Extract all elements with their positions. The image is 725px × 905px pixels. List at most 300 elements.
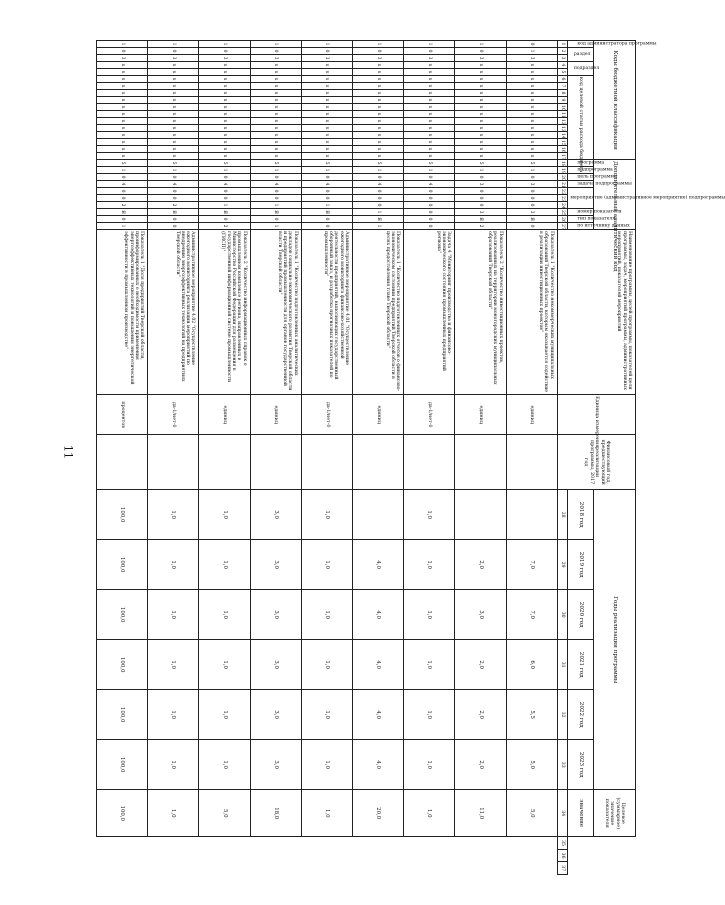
year-value-cell: 1,0 xyxy=(301,740,352,790)
fin-year-column-header: Финансовый год, предшествующий реализации программы, 2017 год xyxy=(557,435,635,490)
year-value-cell xyxy=(506,490,557,540)
budget-code-cell: х xyxy=(455,153,506,160)
year-value-cell: 1,0 xyxy=(404,540,455,590)
budget-code-cell: х xyxy=(250,76,301,83)
year-value-cell: 1,0 xyxy=(301,490,352,540)
year-value-cell: 4,0 xyxy=(352,740,403,790)
budget-code-cell: х xyxy=(250,69,301,76)
analytic-code-cell: 0 xyxy=(148,188,199,195)
analytic-code-cell: 1 xyxy=(250,202,301,209)
budget-code-cell: х xyxy=(199,132,250,139)
budget-code-cell: х xyxy=(455,69,506,76)
analytic-code-cell: 4 xyxy=(301,181,352,188)
budget-code-cell: 0 xyxy=(301,48,352,55)
budget-code-cell: х xyxy=(199,111,250,118)
budget-code-cell: х xyxy=(352,76,403,83)
program-header: программа xyxy=(567,160,593,167)
year-value-cell: 1,0 xyxy=(301,540,352,590)
analytic-code-cell: 4 xyxy=(404,181,455,188)
analytic-code-cell: 0 xyxy=(250,188,301,195)
budget-code-cell: 0 xyxy=(455,48,506,55)
year-value-cell: 100,0 xyxy=(97,590,148,640)
year-value-cell: 1,0 xyxy=(301,640,352,690)
indicator-name-cell: Показатель 1 "Количество подготовленных аналитических докладов социально-экономического развития Тверской области и предприятий промышленности для органов государственной власти Тверской области" xyxy=(250,230,301,395)
analytic-code-cell: Я xyxy=(506,216,557,223)
budget-code-cell: х xyxy=(455,139,506,146)
budget-code-cell: х xyxy=(404,104,455,111)
budget-code-cell: х xyxy=(455,90,506,97)
column-number: 24 xyxy=(557,202,567,209)
analytic-code-cell: 3 xyxy=(506,209,557,216)
analytic-code-cell: 0 xyxy=(148,223,199,230)
year-value-cell xyxy=(352,490,403,540)
rotated-page xyxy=(96,40,725,875)
budget-code-cell: 1 xyxy=(148,41,199,48)
program-goal-header: цель программы xyxy=(567,174,593,181)
year-value-cell: 1,0 xyxy=(404,640,455,690)
budget-code-cell: 3 xyxy=(404,55,455,62)
budget-code-cell: х xyxy=(148,111,199,118)
analytic-code-cell: 0 xyxy=(404,195,455,202)
codes-group-header: Коды бюджетной классификации xyxy=(593,41,635,160)
page-number: 11 xyxy=(61,445,75,459)
year-header-2019: 2019 год xyxy=(567,540,593,590)
table-row xyxy=(352,41,403,875)
column-number: 7 xyxy=(557,83,567,90)
program-indicators-table xyxy=(96,40,725,875)
header-row-groups xyxy=(593,41,635,875)
unit-cell: да-1/нет-0 xyxy=(148,395,199,435)
fin-year-cell xyxy=(199,435,250,490)
year-value-cell: 2,0 xyxy=(455,690,506,740)
column-number: 25 xyxy=(557,209,567,216)
analytic-code-cell: 0 xyxy=(301,174,352,181)
budget-code-cell: х xyxy=(97,90,148,97)
analytic-code-cell: Я xyxy=(301,209,352,216)
budget-code-cell: х xyxy=(404,90,455,97)
budget-code-cell: 1 xyxy=(352,41,403,48)
year-value-cell: 3,0 xyxy=(250,640,301,690)
section-header: раздел xyxy=(567,48,593,62)
column-number: 1 xyxy=(557,41,567,48)
budget-code-cell: х xyxy=(199,90,250,97)
analytic-code-cell: 3 xyxy=(455,209,506,216)
column-number: 30 xyxy=(557,590,567,640)
subprogram-header: подпрограмма xyxy=(567,167,593,174)
year-header-2021: 2021 год xyxy=(567,640,593,690)
analytic-code-cell: 0 xyxy=(506,174,557,181)
fin-year-cell xyxy=(352,435,403,490)
budget-code-cell: х xyxy=(250,104,301,111)
budget-code-cell: 1 xyxy=(250,41,301,48)
analytic-code-cell: 1 xyxy=(250,167,301,174)
year-value-cell: 7,0 xyxy=(506,590,557,640)
analytic-code-cell: 0 xyxy=(455,188,506,195)
analytic-code-cell: 5 xyxy=(199,160,250,167)
column-number: 15 xyxy=(557,139,567,146)
column-number: 19 xyxy=(557,167,567,174)
budget-code-cell: х xyxy=(506,153,557,160)
year-value-cell: 1,0 xyxy=(404,740,455,790)
budget-code-cell: х xyxy=(301,76,352,83)
budget-code-cell: х xyxy=(455,132,506,139)
analytic-code-cell: 0 xyxy=(455,174,506,181)
analytic-code-cell: 4 xyxy=(352,181,403,188)
budget-code-cell: х xyxy=(199,62,250,69)
budget-code-cell: х xyxy=(148,146,199,153)
budget-code-cell: х xyxy=(148,90,199,97)
unit-cell: процентов xyxy=(97,395,148,435)
year-value-cell: 1,0 xyxy=(404,690,455,740)
column-number: 18 xyxy=(557,160,567,167)
budget-code-cell: х xyxy=(301,69,352,76)
budget-code-cell: 3 xyxy=(506,55,557,62)
analytic-code-cell: 4 xyxy=(199,181,250,188)
analytic-code-cell: 4 xyxy=(250,181,301,188)
analytic-code-cell: Я xyxy=(148,209,199,216)
budget-code-cell: 3 xyxy=(352,55,403,62)
budget-code-cell: х xyxy=(506,104,557,111)
column-number: 36 xyxy=(557,849,567,862)
analytic-code-cell: 5 xyxy=(301,160,352,167)
analytic-code-cell: 0 xyxy=(97,195,148,202)
budget-code-cell: х xyxy=(97,111,148,118)
budget-code-cell: х xyxy=(506,90,557,97)
analytic-code-cell: 5 xyxy=(506,160,557,167)
budget-code-cell: х xyxy=(97,104,148,111)
target-column-header: Целевое (суммарное) значение показателя xyxy=(593,790,635,837)
subprogram-task-header: задача подпрограммы xyxy=(567,181,593,188)
year-value-cell: 3,0 xyxy=(250,590,301,640)
target-value-cell: 1,0 xyxy=(148,790,199,837)
year-value-cell: 1,0 xyxy=(301,690,352,740)
column-number: 28 xyxy=(557,490,567,540)
budget-code-cell: х xyxy=(148,83,199,90)
budget-code-cell: х xyxy=(404,83,455,90)
year-value-cell: 5,5 xyxy=(506,690,557,740)
column-number: 8 xyxy=(557,90,567,97)
analytic-code-cell: 1 xyxy=(148,167,199,174)
year-value-cell: 4,0 xyxy=(352,690,403,740)
budget-code-cell: х xyxy=(455,62,506,69)
years-group-header: Годы реализации программы xyxy=(593,490,635,790)
budget-code-cell: х xyxy=(97,62,148,69)
analytic-code-cell: 1 xyxy=(97,167,148,174)
analytic-code-cell: 0 xyxy=(404,223,455,230)
budget-code-cell: х xyxy=(352,132,403,139)
fin-year-cell xyxy=(455,435,506,490)
analytic-code-cell: 1 xyxy=(352,167,403,174)
year-value-cell: 100,0 xyxy=(97,490,148,540)
year-value-cell: 1,0 xyxy=(301,590,352,640)
budget-code-cell: 0 xyxy=(97,48,148,55)
budget-code-cell: х xyxy=(301,83,352,90)
budget-code-cell: 3 xyxy=(301,55,352,62)
analytic-code-cell: 0 xyxy=(148,174,199,181)
budget-code-cell: 0 xyxy=(148,48,199,55)
name-column-header: Наименование программы, целей программы, показателей цели программы, задач, мероприятий программы, административных мероприятий, показателей мероприятий xyxy=(557,230,635,395)
budget-code-cell: х xyxy=(148,132,199,139)
budget-code-cell: х xyxy=(506,146,557,153)
analytic-code-cell: 0 xyxy=(352,195,403,202)
table-row xyxy=(455,41,506,875)
activity-header: мероприятие (административное мероприятие) подпрограммы xyxy=(567,188,593,209)
year-value-cell: 6,0 xyxy=(506,640,557,690)
budget-code-cell: х xyxy=(404,118,455,125)
budget-code-cell: х xyxy=(506,76,557,83)
analytic-code-cell: 1 xyxy=(404,167,455,174)
year-value-cell: 1,0 xyxy=(404,490,455,540)
column-number: 10 xyxy=(557,104,567,111)
budget-code-cell: х xyxy=(148,97,199,104)
analytic-code-cell: 0 xyxy=(506,223,557,230)
analytic-code-cell: 0 xyxy=(404,188,455,195)
budget-code-cell: х xyxy=(506,132,557,139)
table-row xyxy=(250,41,301,875)
budget-code-cell: 3 xyxy=(455,55,506,62)
column-number: 17 xyxy=(557,153,567,160)
budget-code-cell: х xyxy=(301,139,352,146)
budget-code-cell: х xyxy=(148,118,199,125)
budget-code-cell: х xyxy=(250,111,301,118)
analytic-code-cell: 0 xyxy=(404,209,455,216)
budget-code-cell: х xyxy=(199,76,250,83)
year-value-cell: 1,0 xyxy=(148,590,199,640)
budget-code-cell: 1 xyxy=(455,41,506,48)
column-number: 16 xyxy=(557,146,567,153)
budget-code-cell: х xyxy=(148,125,199,132)
analytic-code-cell: 0 xyxy=(455,202,506,209)
budget-code-cell: х xyxy=(148,153,199,160)
analytic-code-cell: 1 xyxy=(352,209,403,216)
analytic-code-cell: 0 xyxy=(250,216,301,223)
budget-code-cell: х xyxy=(455,83,506,90)
year-value-cell: 5,0 xyxy=(506,740,557,790)
budget-code-cell: х xyxy=(148,62,199,69)
budget-code-cell: х xyxy=(404,69,455,76)
year-value-cell: 100,0 xyxy=(97,540,148,590)
column-number: 5 xyxy=(557,69,567,76)
column-number: 37 xyxy=(557,862,567,875)
budget-code-cell: х xyxy=(301,90,352,97)
indicator-name-cell: Административное мероприятие 4.01 "Осуществление ежегодного мониторинга финансово-хозяйственной деятельности предприятий, выполняющих государственный оборонный заказ, и разработка прогнозных показателей по промышленности" xyxy=(301,230,352,395)
budget-code-cell: х xyxy=(455,111,506,118)
budget-code-cell: 3 xyxy=(199,55,250,62)
column-number: 3 xyxy=(557,55,567,62)
year-value-cell: 1,0 xyxy=(199,690,250,740)
table-row xyxy=(301,41,352,875)
budget-code-cell: х xyxy=(352,97,403,104)
budget-code-cell: х xyxy=(199,97,250,104)
budget-code-cell: х xyxy=(199,104,250,111)
analytic-code-cell: 1 xyxy=(199,167,250,174)
budget-code-cell: 0 xyxy=(506,41,557,48)
analytic-code-cell: 0 xyxy=(199,188,250,195)
budget-code-cell: х xyxy=(455,104,506,111)
year-value-cell xyxy=(455,490,506,540)
table-row xyxy=(97,41,148,875)
expense-code-header: код целевой статьи расхода бюджета xyxy=(567,76,593,160)
target-value-cell: 100,0 xyxy=(97,790,148,837)
budget-code-cell: х xyxy=(455,76,506,83)
column-number: 35 xyxy=(557,837,567,850)
budget-code-cell: х xyxy=(352,90,403,97)
analytic-code-cell: 0 xyxy=(404,174,455,181)
fin-year-cell xyxy=(148,435,199,490)
budget-code-cell: х xyxy=(97,69,148,76)
analytic-code-cell: Я xyxy=(97,209,148,216)
analytic-code-cell: 0 xyxy=(404,216,455,223)
budget-code-cell: х xyxy=(301,132,352,139)
indicator-name-cell: Показатель 1 "Количество подготовленных отчетов о финансово-экономическом состоянии предприятий Тверской области в целях предоставления главе Тверской области" xyxy=(352,230,403,395)
year-value-cell: 1,0 xyxy=(199,490,250,540)
budget-code-cell: х xyxy=(250,132,301,139)
year-value-cell: 1,0 xyxy=(148,490,199,540)
year-value-cell: 4,0 xyxy=(352,540,403,590)
analytic-code-cell: 2 xyxy=(97,202,148,209)
analytic-code-cell: Я xyxy=(352,216,403,223)
analytic-code-cell: 0 xyxy=(301,216,352,223)
column-number: 20 xyxy=(557,174,567,181)
budget-code-cell: х xyxy=(97,76,148,83)
budget-code-cell: х xyxy=(506,83,557,90)
analytic-code-cell: 0 xyxy=(301,223,352,230)
year-value-cell: 100,0 xyxy=(97,740,148,790)
budget-code-cell: 1 xyxy=(404,41,455,48)
analytic-code-cell: 0 xyxy=(352,202,403,209)
budget-code-cell: х xyxy=(250,118,301,125)
year-value-cell: 1,0 xyxy=(199,540,250,590)
budget-code-cell: х xyxy=(506,69,557,76)
year-value-cell: 1,0 xyxy=(148,640,199,690)
unit-cell: единиц xyxy=(352,395,403,435)
unit-cell: да-1/нет-0 xyxy=(301,395,352,435)
budget-code-cell: 0 xyxy=(250,48,301,55)
budget-code-cell: х xyxy=(404,146,455,153)
budget-code-cell: х xyxy=(301,153,352,160)
year-value-cell: 1,0 xyxy=(148,690,199,740)
indicator-type-header: тип показателя xyxy=(567,216,593,223)
column-number: 13 xyxy=(557,125,567,132)
year-value-cell: 1,0 xyxy=(404,590,455,640)
indicator-name-cell: Задача 4 "Мониторинг производства и финансово-экономического состояния промышленных предприятий региона" xyxy=(404,230,455,395)
budget-code-cell: х xyxy=(404,153,455,160)
analytic-code-cell: 5 xyxy=(404,160,455,167)
budget-code-cell: х xyxy=(301,97,352,104)
year-value-cell: 3,0 xyxy=(250,690,301,740)
budget-code-cell: х xyxy=(506,111,557,118)
budget-code-cell: х xyxy=(97,125,148,132)
budget-code-cell: х xyxy=(455,125,506,132)
budget-code-cell: 1 xyxy=(199,41,250,48)
column-number: 29 xyxy=(557,540,567,590)
budget-code-cell: х xyxy=(301,111,352,118)
analytic-code-cell: 4 xyxy=(97,181,148,188)
analytic-code-cell: 4 xyxy=(148,181,199,188)
unit-cell: единиц xyxy=(506,395,557,435)
indicator-number-header: номер показателя xyxy=(567,209,593,216)
fin-year-cell xyxy=(97,435,148,490)
budget-code-cell: х xyxy=(97,132,148,139)
year-value-cell: 100,0 xyxy=(97,640,148,690)
budget-code-cell: х xyxy=(148,104,199,111)
indicator-name-cell: Показатель 2 "Количество информационных справок о промышленном комплексе региона, направленных в Министерство Российской Федерации для размещения в государственной информационной системе промышленности (ГИСП)" xyxy=(199,230,250,395)
analytic-code-cell: 0 xyxy=(199,195,250,202)
analytic-code-cell: 0 xyxy=(97,174,148,181)
analytic-code-cell: 0 xyxy=(301,188,352,195)
column-number: 33 xyxy=(557,740,567,790)
year-value-cell: 1,0 xyxy=(199,640,250,690)
column-number: 4 xyxy=(557,62,567,69)
indicator-name-cell: Показатель 2 "Количество инвестиционных проектов, реализованных на территории моногородских муниципальных образований Тверской области" xyxy=(455,230,506,395)
budget-code-cell: х xyxy=(352,104,403,111)
analytic-code-cell: 5 xyxy=(250,160,301,167)
budget-code-cell: х xyxy=(250,139,301,146)
budget-code-cell: х xyxy=(352,111,403,118)
budget-code-cell: х xyxy=(301,146,352,153)
analytic-code-cell: Я xyxy=(199,209,250,216)
budget-code-cell: х xyxy=(352,118,403,125)
year-value-cell: 1,0 xyxy=(148,740,199,790)
analytic-code-cell: Я xyxy=(250,209,301,216)
analytic-code-cell: 0 xyxy=(301,195,352,202)
budget-code-cell: 3 xyxy=(148,55,199,62)
target-value-cell: 5,0 xyxy=(506,790,557,837)
budget-code-cell: х xyxy=(199,139,250,146)
budget-code-cell: 0 xyxy=(352,48,403,55)
program-indicators-table-area xyxy=(96,40,725,875)
budget-code-cell: х xyxy=(301,125,352,132)
budget-code-cell: х xyxy=(250,90,301,97)
analytic-code-cell: 2 xyxy=(455,223,506,230)
budget-code-cell: х xyxy=(148,69,199,76)
analytic-code-cell: 0 xyxy=(250,174,301,181)
analytic-code-cell: 5 xyxy=(148,160,199,167)
analytic-code-cell: 1 xyxy=(250,223,301,230)
budget-code-cell: х xyxy=(250,146,301,153)
budget-code-cell: х xyxy=(506,125,557,132)
target-value-cell: 18,0 xyxy=(250,790,301,837)
fin-year-cell xyxy=(404,435,455,490)
column-number: 34 xyxy=(557,790,567,837)
analytic-code-cell: 3 xyxy=(455,181,506,188)
budget-code-cell: х xyxy=(404,125,455,132)
column-number: 6 xyxy=(557,76,567,83)
analytic-code-cell: 0 xyxy=(97,188,148,195)
target-value-header: значение xyxy=(567,790,593,837)
table-row xyxy=(199,41,250,875)
budget-code-cell: х xyxy=(250,83,301,90)
budget-code-cell: х xyxy=(455,97,506,104)
analytic-code-cell: Я xyxy=(455,216,506,223)
budget-code-cell: х xyxy=(455,146,506,153)
analytic-code-cell: 1 xyxy=(301,202,352,209)
budget-code-cell: х xyxy=(199,125,250,132)
budget-code-cell: х xyxy=(301,118,352,125)
budget-code-cell: х xyxy=(148,76,199,83)
year-value-cell: 1,0 xyxy=(199,590,250,640)
analytic-code-cell: 2 xyxy=(199,223,250,230)
budget-code-cell: х xyxy=(404,132,455,139)
analytic-code-cell: 0 xyxy=(199,216,250,223)
budget-code-cell: 1 xyxy=(97,41,148,48)
column-number: 26 xyxy=(557,216,567,223)
analytic-code-cell: 5 xyxy=(455,160,506,167)
budget-code-cell: х xyxy=(404,62,455,69)
table-row xyxy=(404,41,455,875)
column-number: 11 xyxy=(557,111,567,118)
budget-code-cell: х xyxy=(250,97,301,104)
